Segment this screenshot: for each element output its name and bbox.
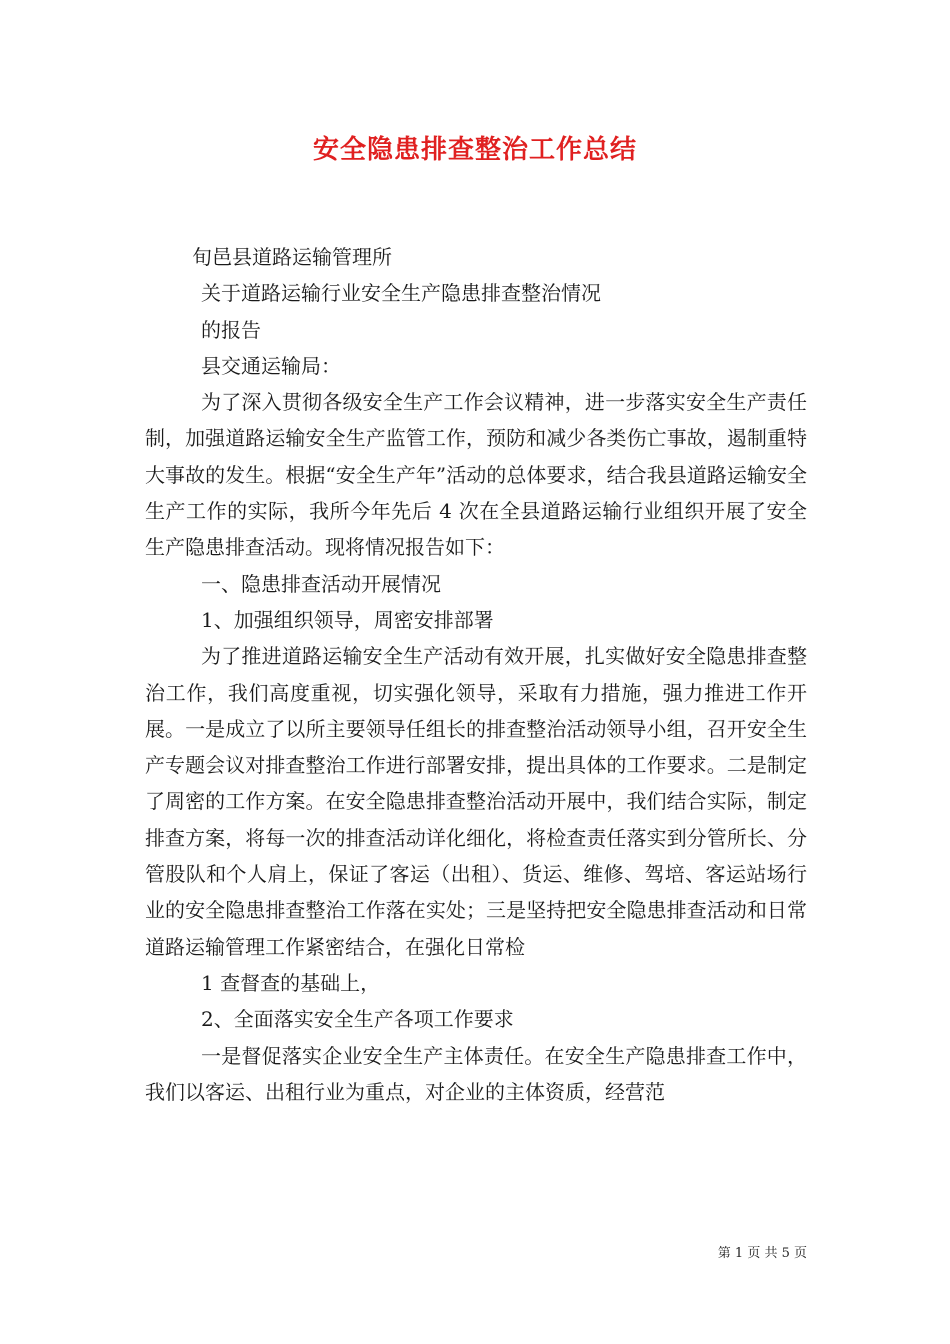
report-subject-line: 关于道路运输行业安全生产隐患排查整治情况 — [201, 281, 601, 306]
intro-paragraph: 为了深入贯彻各级安全生产工作会议精神，进一步落实安全生产责任制，加强道路运输安全生产监管工作，预防和减少各类伤亡事故，遏制重特大事故的发生。根据“安全生产年”活动的总体要求，结合我县道路运输安全生产工作的实际，我所今年先后 4 次在全县道路运输行业组织开展了安全生产隐患排查活动。现将情况报告如下： — [145, 390, 807, 560]
page-number: 第 1 页 共 5 页 — [717, 1246, 807, 1261]
body-paragraph: 一是督促落实企业安全生产主体责任。在安全生产隐患排查工作中，我们以客运、出租行业为重点，对企业的主体资质，经营范 — [145, 1043, 807, 1104]
subsection-heading-2: 2、全面落实安全生产各项工作要求 — [201, 1007, 514, 1032]
document-title: 安全隐患排查整治工作总结 — [312, 135, 637, 165]
subsection-heading-1: 1、加强组织领导，周密安排部署 — [201, 607, 494, 632]
issuing-organization: 旬邑县道路运输管理所 — [192, 245, 392, 269]
section-heading-1: 一、隐患排查活动开展情况 — [201, 571, 441, 596]
recipient-salutation: 县交通运输局： — [201, 353, 341, 378]
report-subject-line-2: 的报告 — [201, 317, 261, 342]
document-body — [145, 239, 807, 1110]
body-paragraph: 为了推进道路运输安全生产活动有效开展，扎实做好安全隐患排查整治工作，我们高度重视，切实强化领导，采取有力措施，强力推进工作开展。一是成立了以所主要领导任组长的排查整治活动领导小组，召开安全生产专题会议对排查整治工作进行部署安排，提出具体的工作要求。二是制定了周密的工作方案。在安全隐患排查整治活动开展中，我们结合实际，制定排查方案，将每一次的排查活动详化细化，将检查责任落实到分管所长、分管股队和个人肩上，保证了客运（出租）、货运、维修、驾培、客运站场行业的安全隐患排查整治工作落在实处；三是坚持把安全隐患排查活动和日常道路运输管理工作紧密结合，在强化日常检 — [145, 644, 807, 959]
body-paragraph-continuation: 1 查督查的基础上， — [201, 970, 381, 995]
